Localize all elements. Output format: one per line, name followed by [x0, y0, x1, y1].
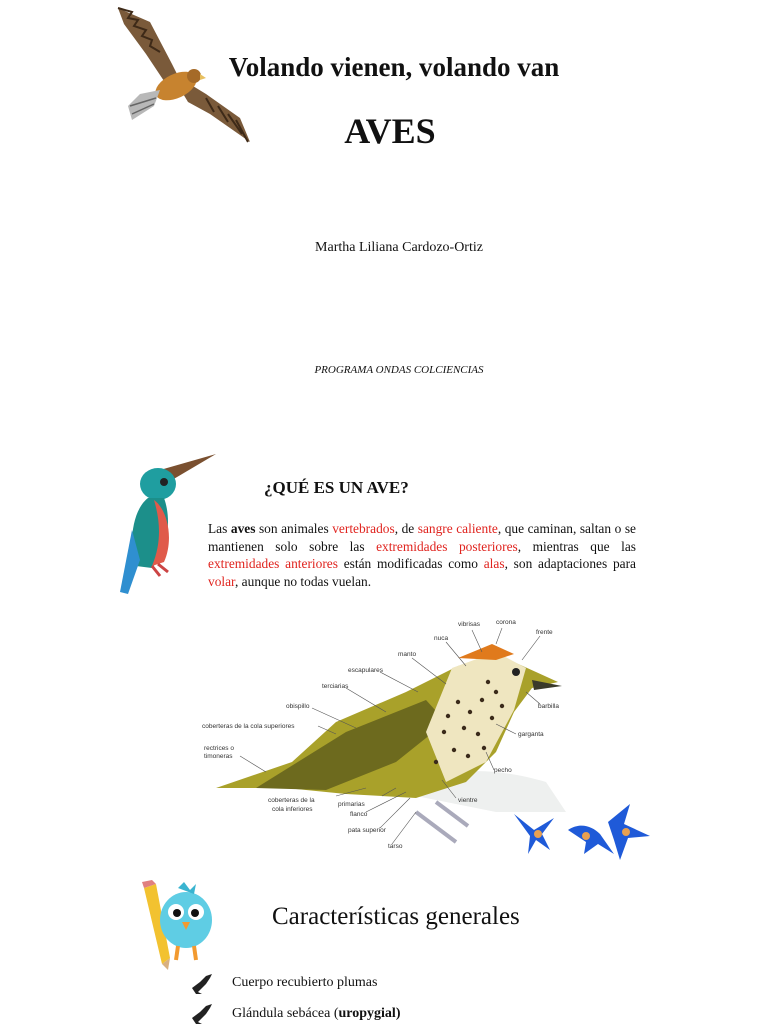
bullet-uropygial-bold: uropygial) — [338, 1006, 401, 1021]
swallows-illustration — [510, 800, 660, 866]
paragraph-text: , que caminan, saltan o se mantienen solo sobre las — [208, 521, 636, 554]
highlighted-term: sangre caliente — [417, 521, 498, 536]
paragraph-text: Las — [208, 521, 231, 536]
label-obispillo: obispillo — [286, 703, 310, 710]
crow-bullet-icon — [188, 968, 216, 996]
label-coberteras-inferiores-1: coberteras de la — [268, 797, 315, 804]
highlighted-term: extremidades posteriores — [376, 538, 518, 554]
label-primarias: primarias — [338, 801, 365, 808]
label-escapulares: escapulares — [348, 667, 384, 674]
highlighted-term: volar — [208, 573, 235, 589]
paragraph-text: , son adaptaciones para — [504, 556, 637, 572]
highlighted-term: alas — [483, 556, 505, 572]
label-rectrices: rectrices o — [204, 745, 234, 752]
bullet-glandula-text: Glándula sebácea ( — [232, 1006, 339, 1021]
label-coberteras-inferiores-2: cola inferiores — [272, 806, 313, 813]
subtitle-heading: Volando vienen, volando van — [228, 52, 560, 82]
paragraph-text: están modificadas como — [337, 556, 484, 572]
label-vientre: vientre — [458, 797, 478, 804]
label-vibrisas: vibrisas — [458, 621, 481, 628]
label-barbilla: barbilla — [538, 703, 559, 710]
crow-bullet-icon — [188, 998, 216, 1024]
label-coberteras-superiores: coberteras de la cola superiores — [202, 723, 295, 730]
kingfisher-illustration — [112, 450, 218, 598]
program-name: PROGRAMA ONDAS COLCIENCIAS — [314, 364, 484, 376]
label-pecho: pecho — [494, 767, 512, 774]
label-timoneras: timoneras — [204, 753, 233, 760]
label-nuca: nuca — [434, 635, 449, 642]
bullet-glandula-sebacea — [232, 1006, 400, 1022]
label-terciarias: terciarias — [322, 683, 349, 690]
paragraph-text: son animales — [255, 521, 333, 536]
label-flanco: flanco — [350, 811, 368, 818]
author-name: Martha Liliana Cardozo-Ortiz — [315, 240, 483, 255]
section-heading-caracteristicas: Características generales — [272, 903, 520, 930]
label-manto: manto — [398, 651, 417, 658]
bullet-cuerpo-plumas: Cuerpo recubierto plumas — [232, 975, 378, 990]
bold-term: aves — [230, 521, 256, 536]
label-pata-superior: pata superior — [348, 827, 386, 834]
section-heading-que-es-un-ave: ¿QUÉ ES UN AVE? — [264, 478, 409, 497]
paragraph-text: , mientras que las — [517, 538, 636, 554]
page-title: AVES — [344, 111, 436, 151]
highlighted-term: vertebrados — [332, 521, 395, 536]
paragraph-text: , aunque no todas vuelan. — [234, 573, 372, 589]
label-tarso: tarso — [388, 843, 403, 850]
definition-paragraph — [208, 520, 636, 590]
label-garganta: garganta — [518, 731, 544, 738]
cartoon-bird-pencil-illustration — [138, 880, 218, 970]
highlighted-term: extremidades anteriores — [208, 556, 338, 572]
label-corona: corona — [496, 619, 516, 626]
label-frente: frente — [536, 629, 553, 636]
paragraph-text: , de — [394, 521, 418, 536]
